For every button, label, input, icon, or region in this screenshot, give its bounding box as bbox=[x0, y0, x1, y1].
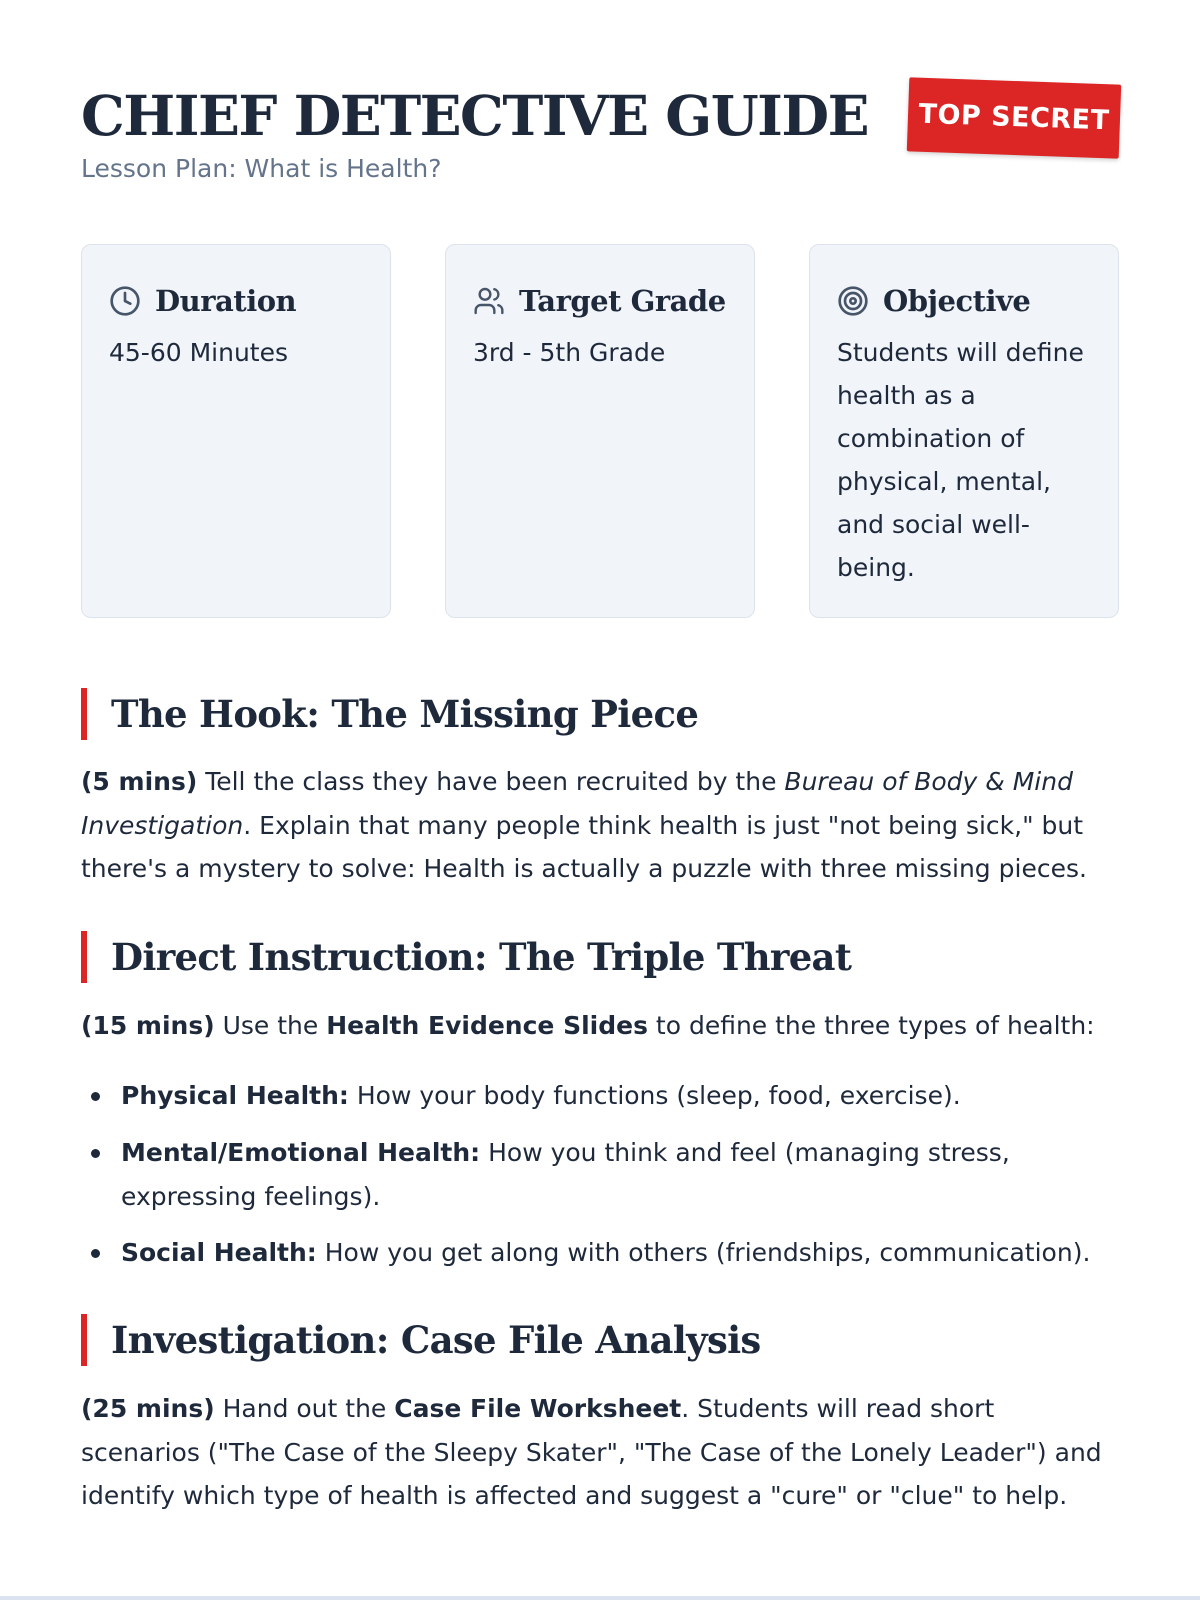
target-grade-card-title: Target Grade bbox=[519, 284, 726, 318]
investigation-bold: Case File Worksheet bbox=[394, 1394, 682, 1423]
list-item-desc: How you get along with others (friendships, communication). bbox=[316, 1238, 1091, 1267]
bullet-dot bbox=[91, 1249, 100, 1258]
hook-emphasis: Bureau of Body & Mind Investigation bbox=[81, 767, 1073, 840]
instruction-bold: Health Evidence Slides bbox=[326, 1011, 648, 1040]
instruction-text-2: to define the three types of health: bbox=[647, 1011, 1095, 1040]
hook-section-text bbox=[81, 760, 1121, 891]
clock-icon bbox=[109, 285, 141, 317]
instruction-text-1: Use the bbox=[214, 1011, 327, 1040]
duration-card-title: Duration bbox=[155, 284, 297, 318]
list-item-term: Social Health: bbox=[121, 1238, 317, 1267]
hook-text-1: Tell the class they have been recruited by the bbox=[197, 767, 785, 796]
list-item-desc: How you think and feel (managing stress, expressing feelings). bbox=[121, 1138, 1010, 1211]
bullet-dot bbox=[91, 1092, 100, 1101]
target-grade-card bbox=[445, 244, 755, 618]
hook-time: (5 mins) bbox=[81, 767, 198, 796]
hook-text-2: . Explain that many people think health is just "not being sick," but there's a mystery to solve: Health is actually a puzzle with three missing pieces. bbox=[81, 810, 1087, 883]
investigation-text-1: Hand out the bbox=[214, 1394, 395, 1423]
list-item-term: Mental/Emotional Health: bbox=[121, 1138, 481, 1167]
duration-card-text: 45-60 Minutes bbox=[109, 338, 289, 367]
investigation-text-2: . Students will read short scenarios ("The Case of the Sleepy Skater", "The Case of the Lonely Leader") and identify which type of health is affected and suggest a "cure" or "clue" to help. bbox=[81, 1394, 1102, 1510]
instruction-section-title: Direct Instruction: The Triple Threat bbox=[81, 931, 851, 983]
hook-section-title: The Hook: The Missing Piece bbox=[81, 688, 698, 740]
target-grade-card-text: 3rd - 5th Grade bbox=[473, 338, 666, 367]
list-item-desc: How your body functions (sleep, food, exercise). bbox=[348, 1081, 961, 1110]
objective-card-text: Students will define health as a combination of physical, mental, and social well-being. bbox=[837, 338, 1084, 582]
target-grade-card-header bbox=[473, 281, 726, 321]
investigation-section-title: Investigation: Case File Analysis bbox=[81, 1314, 761, 1366]
list-item bbox=[81, 1131, 1121, 1218]
top-secret-stamp: TOP SECRET bbox=[907, 77, 1121, 158]
objective-card-header bbox=[837, 281, 1030, 321]
objective-card bbox=[809, 244, 1119, 618]
page-title: CHIEF DETECTIVE GUIDE bbox=[81, 83, 869, 148]
objective-card-title: Objective bbox=[883, 284, 1031, 318]
page-subtitle: Lesson Plan: What is Health? bbox=[81, 154, 442, 183]
list-item bbox=[81, 1074, 1121, 1118]
investigation-section-text bbox=[81, 1387, 1121, 1518]
duration-card-header bbox=[109, 281, 296, 321]
list-item-term: Physical Health: bbox=[121, 1081, 349, 1110]
instruction-time: (15 mins) bbox=[81, 1011, 215, 1040]
list-item bbox=[81, 1231, 1121, 1275]
users-icon bbox=[473, 285, 505, 317]
investigation-time: (25 mins) bbox=[81, 1394, 215, 1423]
instruction-section-text bbox=[81, 1004, 1121, 1048]
bullet-dot bbox=[91, 1149, 100, 1158]
duration-card bbox=[81, 244, 391, 618]
target-icon bbox=[837, 285, 869, 317]
